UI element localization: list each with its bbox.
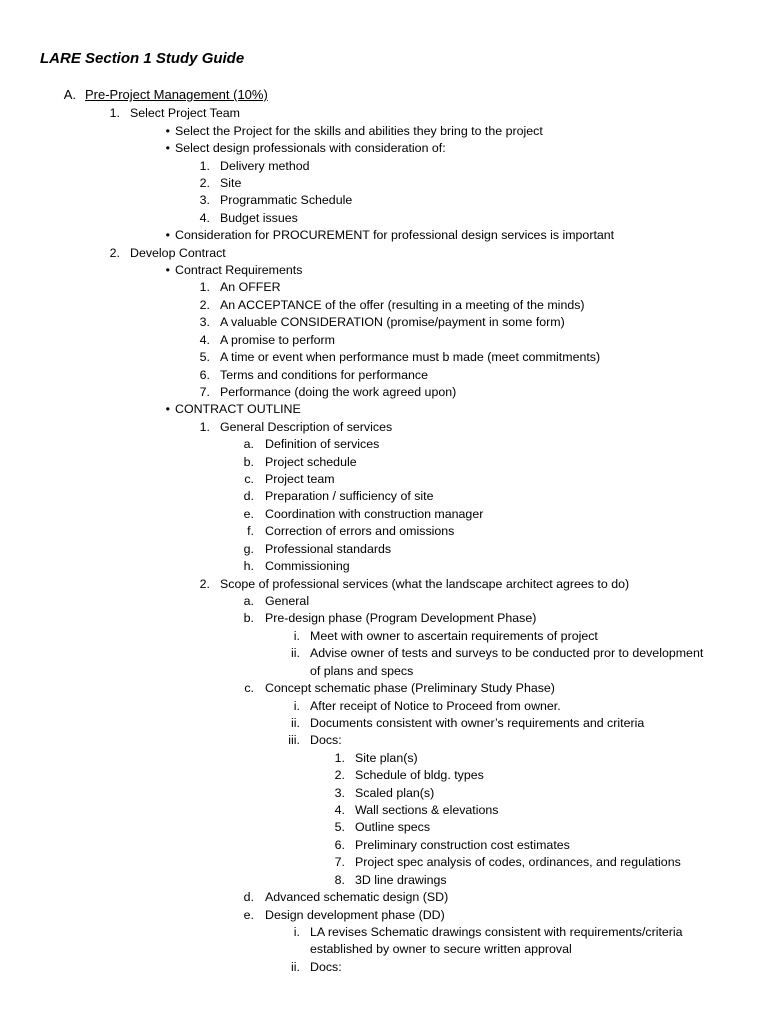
list-marker: 3. <box>199 315 210 330</box>
outline-item-text: Documents consistent with owner’s requirements and criteria <box>310 715 645 730</box>
outline-item-text: Design development phase (DD) <box>265 907 445 922</box>
outline-item-text: Select the Project for the skills and abilities they bring to the project <box>175 123 543 138</box>
list-marker: b. <box>243 454 254 469</box>
outline-item <box>0 924 768 941</box>
outline-item-text: Site plan(s) <box>355 750 418 765</box>
list-marker: 2. <box>199 297 210 312</box>
outline-item-text: Correction of errors and omissions <box>265 524 455 539</box>
list-marker: ii. <box>291 646 300 661</box>
outline-item-text: A time or event when performance must b made (meet commitments) <box>220 350 601 365</box>
outline-item <box>0 123 768 140</box>
outline-item <box>0 907 768 924</box>
outline-item <box>0 523 768 540</box>
outline-item-text: Develop Contract <box>130 245 226 260</box>
outline-item <box>0 819 768 836</box>
outline-item <box>0 558 768 575</box>
outline-item-text: Select design professionals with consideration of: <box>175 141 446 155</box>
outline-item <box>0 279 768 296</box>
list-marker: 2. <box>199 175 210 190</box>
outline-item <box>0 854 768 871</box>
outline-item <box>0 645 768 662</box>
outline-item <box>0 262 768 279</box>
list-marker: i. <box>293 924 300 939</box>
outline-item-text: of plans and specs <box>310 663 414 678</box>
list-marker: 4. <box>334 803 345 817</box>
outline-item <box>0 680 768 697</box>
outline-item-text: Project spec analysis of codes, ordinances, and regulations <box>355 855 681 870</box>
outline-item-text: Select Project Team <box>130 106 240 121</box>
outline-item-text: General Description of services <box>220 419 393 434</box>
outline-item-text: Definition of services <box>265 437 380 452</box>
outline-item-text: General <box>265 594 310 608</box>
list-marker: a. <box>243 594 254 608</box>
list-marker: 6. <box>334 837 345 852</box>
outline-item <box>0 192 768 209</box>
outline-item <box>0 367 768 384</box>
list-marker: 5. <box>334 820 345 835</box>
outline-item-text: Performance (doing the work agreed upon) <box>220 384 457 399</box>
outline-item <box>0 872 768 889</box>
list-marker: 8. <box>334 872 345 887</box>
outline-item-text: Programmatic Schedule <box>220 193 353 208</box>
outline-item <box>0 802 768 819</box>
outline-item <box>0 384 768 401</box>
outline-item <box>0 401 768 418</box>
list-marker: d. <box>243 489 254 504</box>
outline-item-text: Schedule of bldg. types <box>355 768 484 783</box>
outline-item-text: Docs: <box>310 733 342 748</box>
section-heading <box>0 86 768 103</box>
outline-item <box>0 715 768 732</box>
outline-item <box>0 175 768 192</box>
section-marker: A. <box>63 87 76 102</box>
outline-item <box>0 419 768 436</box>
outline-item-text: LA revises Schematic drawings consistent with requirements/criteria <box>310 924 683 939</box>
list-marker: c. <box>244 472 254 486</box>
outline-item <box>0 314 768 331</box>
list-marker: 2. <box>199 576 210 591</box>
outline-item <box>0 750 768 767</box>
bullet-marker: • <box>165 228 170 243</box>
section-heading-text: Pre-Project Management (10%) <box>85 87 268 102</box>
bullet-marker: • <box>165 123 170 138</box>
list-marker: 1. <box>199 280 210 295</box>
list-marker: ii. <box>291 715 300 730</box>
outline-item <box>0 767 768 784</box>
list-marker: 7. <box>334 855 345 870</box>
list-marker: 1. <box>199 419 210 434</box>
outline-item-text: After receipt of Notice to Proceed from owner. <box>310 698 561 713</box>
outline-item-text: Preparation / sufficiency of site <box>265 489 434 504</box>
outline-item-text: CONTRACT OUTLINE <box>175 402 301 417</box>
outline-item-text: Concept schematic phase (Preliminary Study Phase) <box>265 681 555 696</box>
outline-item <box>0 732 768 749</box>
outline-item-text: Consideration for PROCUREMENT for professional design services is important <box>175 228 615 243</box>
outline-item <box>0 210 768 227</box>
outline-item <box>0 959 768 976</box>
outline-item <box>0 506 768 523</box>
list-marker: i. <box>293 628 300 643</box>
list-marker: i. <box>293 698 300 713</box>
outline-item <box>0 349 768 366</box>
outline-item-text: Budget issues <box>220 210 298 225</box>
outline-item <box>0 610 768 627</box>
outline-item <box>0 785 768 802</box>
outline-item-text: Docs: <box>310 959 342 974</box>
list-marker: e. <box>243 907 254 922</box>
outline-item-text: Professional standards <box>265 541 392 556</box>
outline-item <box>0 158 768 175</box>
outline-item <box>0 698 768 715</box>
outline-item-text: An ACCEPTANCE of the offer (resulting in a meeting of the minds) <box>220 297 585 312</box>
outline-item-text: An OFFER <box>220 280 281 295</box>
list-marker: g. <box>243 541 254 556</box>
outline-item <box>0 436 768 453</box>
outline-item <box>0 889 768 906</box>
outline-item-text: A valuable CONSIDERATION (promise/payment in some form) <box>220 315 565 330</box>
outline-item-text: Delivery method <box>220 158 310 173</box>
outline-item-text: Contract Requirements <box>175 263 303 277</box>
outline-item <box>0 837 768 854</box>
outline-item-continuation <box>0 941 768 958</box>
outline-item <box>0 140 768 157</box>
outline-item-text: established by owner to secure written approval <box>310 942 572 957</box>
list-marker: ii. <box>291 959 300 974</box>
outline-item <box>0 471 768 488</box>
outline-item <box>0 332 768 349</box>
list-marker: 2. <box>334 768 345 783</box>
outline-item <box>0 227 768 244</box>
outline-item <box>0 576 768 593</box>
outline-item-text: Scope of professional services (what the landscape architect agrees to do) <box>220 576 630 591</box>
outline-item-continuation <box>0 663 768 680</box>
outline-item-text: Pre-design phase (Program Development Phase) <box>265 611 537 626</box>
bullet-marker: • <box>165 402 170 417</box>
list-marker: a. <box>243 437 254 452</box>
outline-item-text: Scaled plan(s) <box>355 785 435 800</box>
outline-item <box>0 105 768 122</box>
list-marker: 1. <box>199 158 210 173</box>
outline-item-text: A promise to perform <box>220 332 336 347</box>
list-marker: 5. <box>199 350 210 365</box>
document-title: LARE Section 1 Study Guide <box>40 50 245 67</box>
outline-item-text: Project team <box>265 472 335 486</box>
outline-item <box>0 454 768 471</box>
bullet-marker: • <box>165 263 170 277</box>
list-marker: iii. <box>288 733 300 748</box>
outline-item <box>0 488 768 505</box>
list-marker: 4. <box>199 332 210 347</box>
outline-item-text: Advise owner of tests and surveys to be conducted pror to development <box>310 646 704 661</box>
list-marker: d. <box>243 890 254 905</box>
outline-item-text: Meet with owner to ascertain requirements of project <box>310 628 598 643</box>
list-marker: e. <box>243 506 254 521</box>
outline-item-text: Preliminary construction cost estimates <box>355 837 570 852</box>
outline-item <box>0 541 768 558</box>
outline-item-text: 3D line drawings <box>355 872 447 887</box>
list-marker: 6. <box>199 367 210 382</box>
outline-item <box>0 628 768 645</box>
list-marker: 2. <box>109 245 120 260</box>
outline-item <box>0 245 768 262</box>
list-marker: 3. <box>334 785 345 800</box>
list-marker: c. <box>244 681 254 696</box>
list-marker: f. <box>247 524 254 539</box>
list-marker: 3. <box>199 193 210 208</box>
list-marker: 1. <box>109 106 120 121</box>
list-marker: 7. <box>199 384 210 399</box>
outline-item-text: Project schedule <box>265 454 357 469</box>
list-marker: 1. <box>334 750 345 765</box>
outline-item-text: Advanced schematic design (SD) <box>265 890 449 905</box>
outline-item-text: Outline specs <box>355 820 431 835</box>
outline-item-text: Site <box>220 175 242 190</box>
outline-item-text: Terms and conditions for performance <box>220 367 428 382</box>
list-marker: 4. <box>199 210 210 225</box>
list-marker: b. <box>243 611 254 626</box>
outline-item-text: Commissioning <box>265 559 350 574</box>
list-marker: h. <box>243 559 254 574</box>
outline-item <box>0 593 768 610</box>
outline-item-text: Coordination with construction manager <box>265 506 484 521</box>
outline-item-text: Wall sections & elevations <box>355 803 499 817</box>
outline-item <box>0 297 768 314</box>
bullet-marker: • <box>165 141 170 155</box>
